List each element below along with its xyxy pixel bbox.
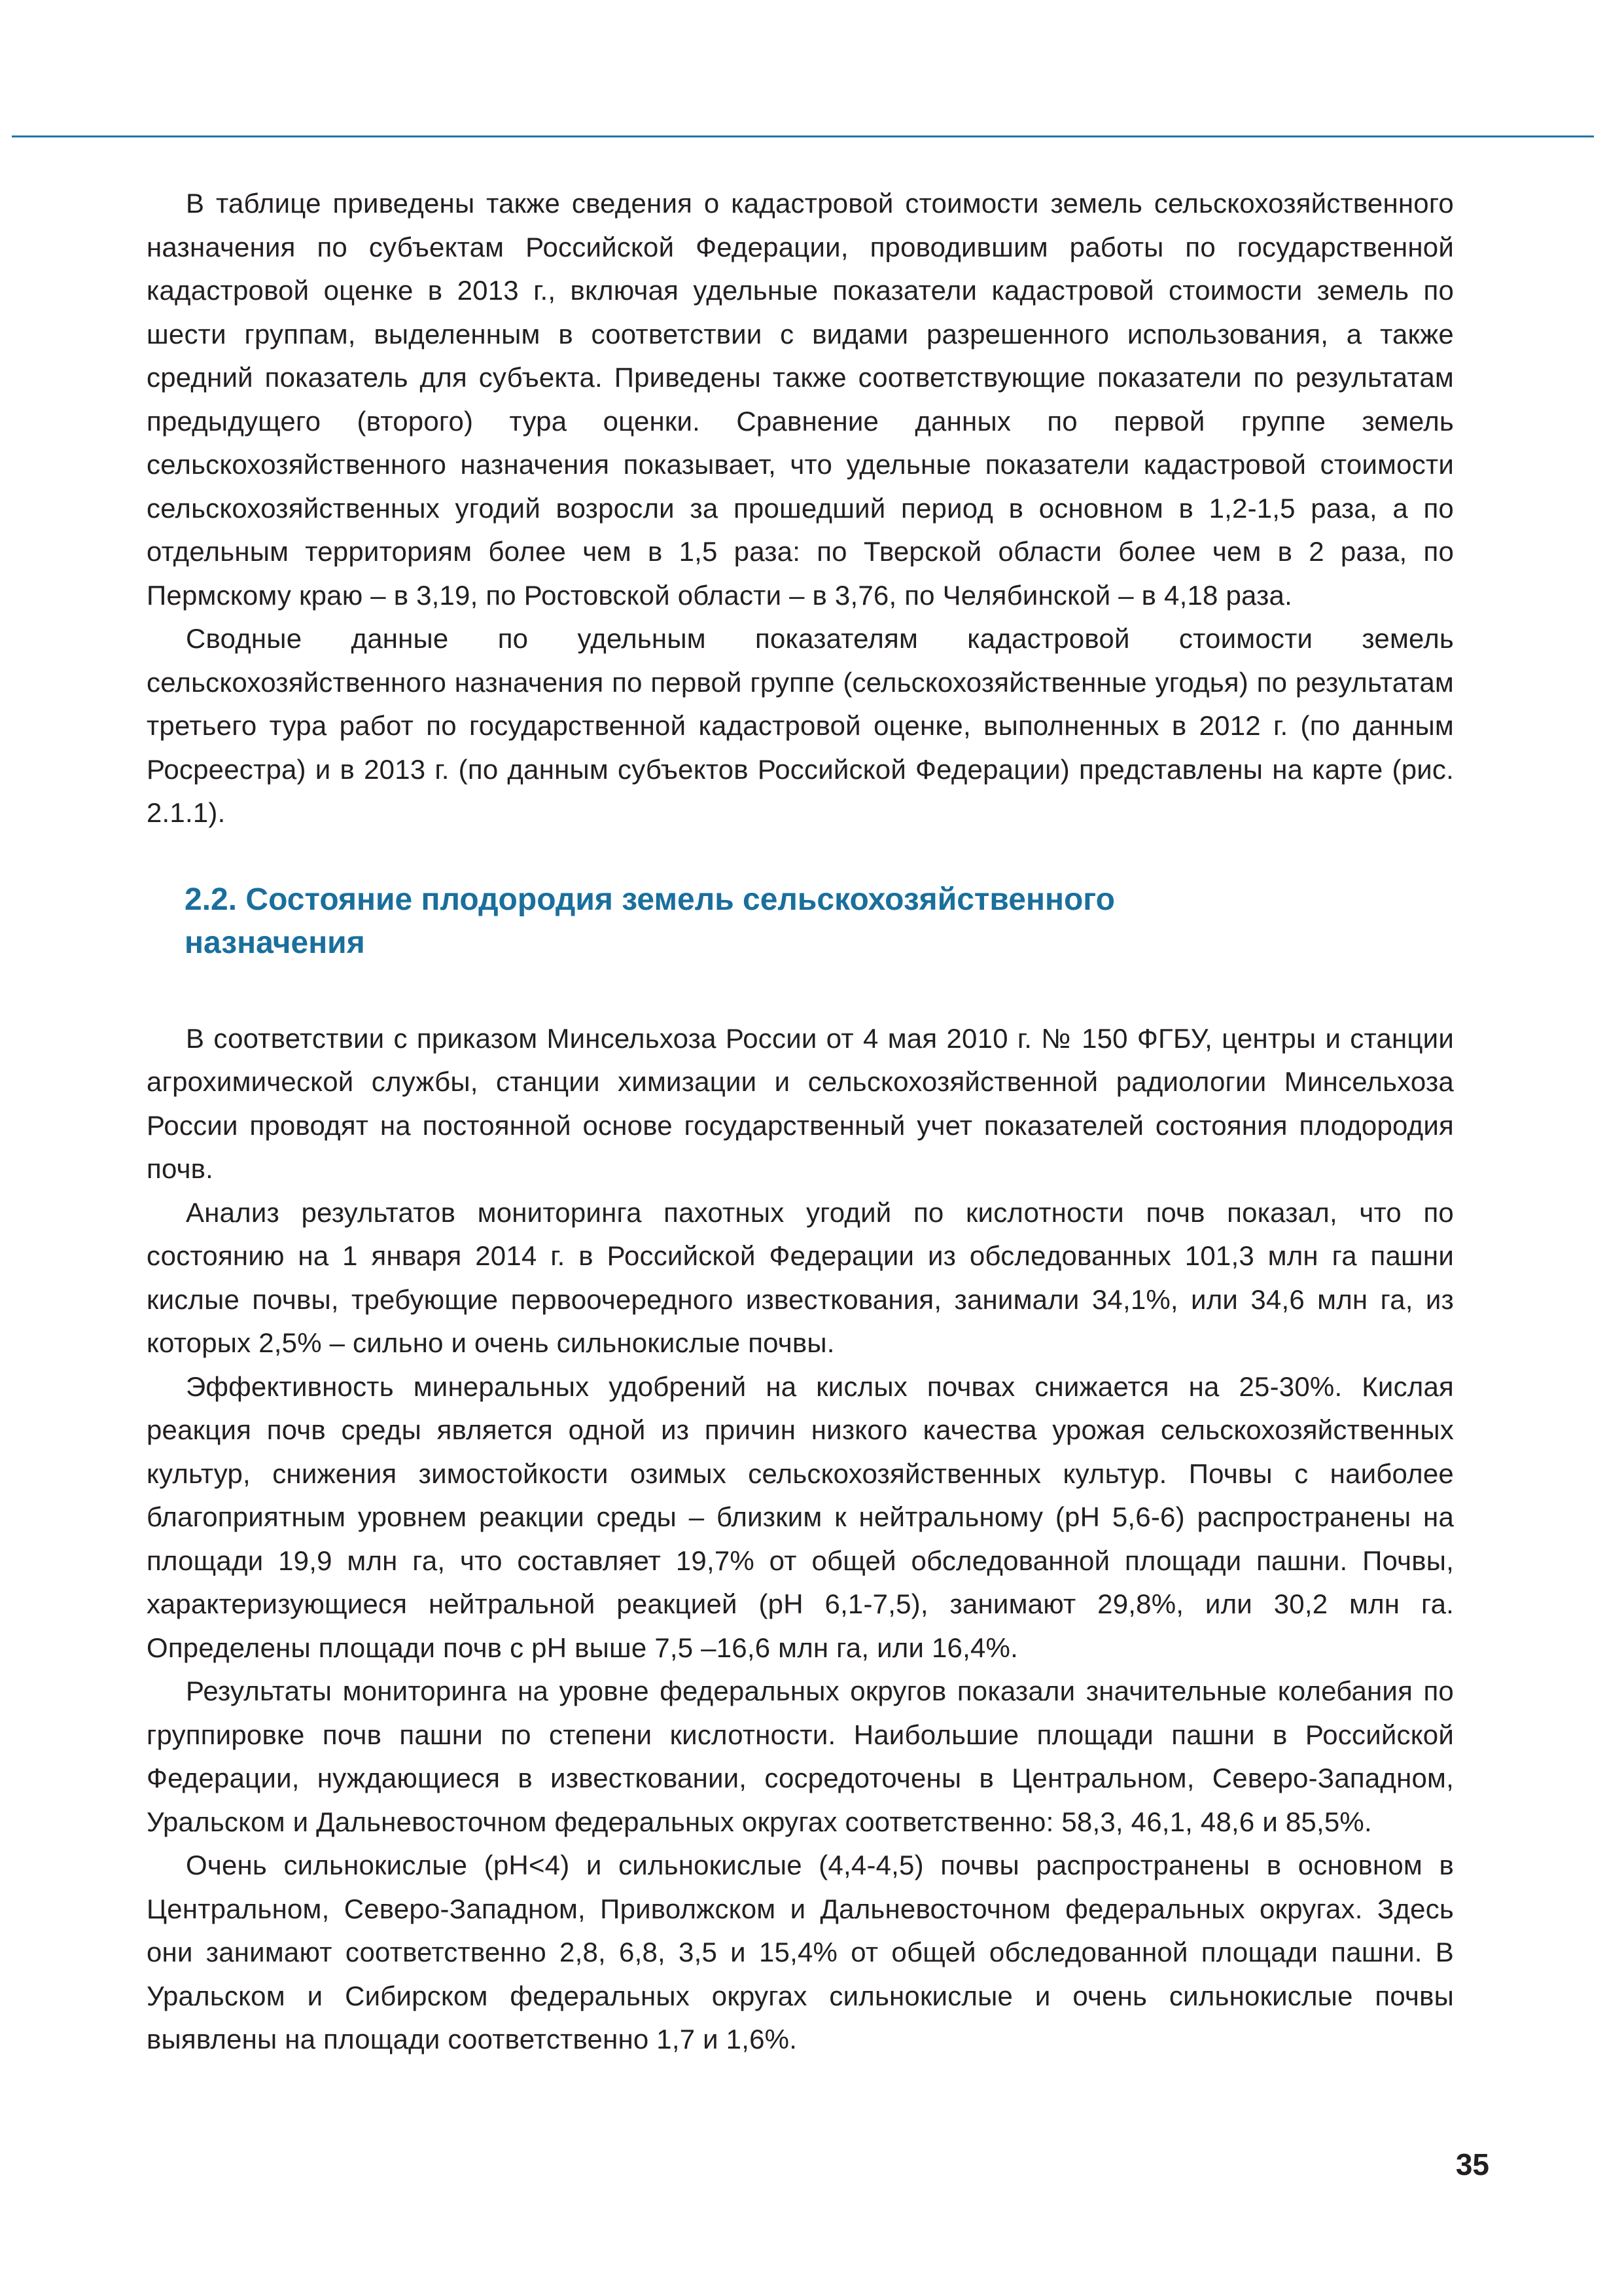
section-paragraph-1: В соответствии с приказом Минсельхоза России от 4 мая 2010 г. № 150 ФГБУ, центры и станции агрохимической службы, станции химизации и сельскохозяйственной радиологии Минсельхоза России проводят на постоянной основе государственный учет показателей состояния плодородия почв. <box>147 1022 1454 1184</box>
section-paragraph-4: Результаты мониторинга на уровне федеральных округов показали значительные колебания по группировке почв пашни по степени кислотности. Наибольшие площади пашни в Российской Федерации, нуждающиеся в известковании, сосредоточены в Центральном, Северо-Западном, Уральском и Дальневосточном федеральных округах соответственно: 58,3, 46,1, 48,6 и 85,5%. <box>147 1676 1454 1837</box>
header-rule <box>12 135 1594 137</box>
section-heading-line-1: 2.2. Состояние плодородия земель сельскохозяйственного <box>185 882 1115 917</box>
section-paragraph-2: Анализ результатов мониторинга пахотных угодий по кислотности почв показал, что по состоянию на 1 января 2014 г. в Российской Федерации из обследованных 101,3 млн га пашни кислые почвы, требующие первоочередного известкования, занимали 34,1%, или 34,6 млн га, из которых 2,5% – сильно и очень сильнокислые почвы. <box>147 1196 1454 1358</box>
section-heading <box>185 878 1454 965</box>
intro-paragraph-2: Сводные данные по удельным показателям кадастровой стоимости земель сельскохозяйственного назначения по первой группе (сельскохозяйственные угодья) по результатам третьего тура работ по государственной кадастровой оценке, выполненных в 2012 г. (по данным Росреестра) и в 2013 г. (по данным субъектов Российской Федерации) представлены на карте (рис. 2.1.1). <box>147 623 1454 828</box>
section-body <box>147 1017 1454 2062</box>
page-number: 35 <box>1455 2147 1489 2181</box>
section-paragraph-3: Эффективность минеральных удобрений на кислых почвах снижается на 25-30%. Кислая реакция почв среды является одной из причин низкого качества урожая сельскохозяйственных культур, снижения зимостойкости озимых сельскохозяйственных культур. Почвы с наиболее благоприятным уровнем реакции среды – близким к нейтральному (pH 5,6-6) распространены на площади 19,9 млн га, что составляет 19,7% от общей обследованной площади пашни. Почвы, характеризующиеся нейтральной реакцией (pH 6,1-7,5), занимают 29,8%, или 30,2 млн га. Определены площади почв с pH выше 7,5 –16,6 млн га, или 16,4%. <box>147 1371 1454 1663</box>
page-content <box>147 182 1454 2062</box>
section-heading-line-2: назначения <box>185 925 365 960</box>
intro-paragraph-1: В таблице приведены также сведения о кадастровой стоимости земель сельскохозяйственного назначения по субъектам Российской Федерации, проводившим работы по государственной кадастровой оценке в 2013 г., включая удельные показатели кадастровой стоимости земель по шести группам, выделенным в соответствии с видами разрешенного использования, а также средний показатель для субъекта. Приведены также соответствующие показатели по результатам предыдущего (второго) тура оценки. Сравнение данных по первой группе земель сельскохозяйственного назначения показывает, что удельные показатели кадастровой стоимости сельскохозяйственных угодий возросли за прошедший период в основном в 1,2-1,5 раза, а по отдельным территориям более чем в 1,5 раза: по Тверской области более чем в 2 раза, по Пермскому краю – в 3,19, по Ростовской области – в 3,76, по Челябинской – в 4,18 раза. <box>147 188 1454 611</box>
section-paragraph-5: Очень сильнокислые (pH<4) и сильнокислые (4,4-4,5) почвы распространены в основном в Центральном, Северо-Западном, Приволжском и Дальневосточном федеральных округах. Здесь они занимают соответственно 2,8, 6,8, 3,5 и 15,4% от общей обследованной площади пашни. В Уральском и Сибирском федеральных округах сильнокислые и очень сильнокислые почвы выявлены на площади соответственно 1,7 и 1,6%. <box>147 1850 1454 2054</box>
